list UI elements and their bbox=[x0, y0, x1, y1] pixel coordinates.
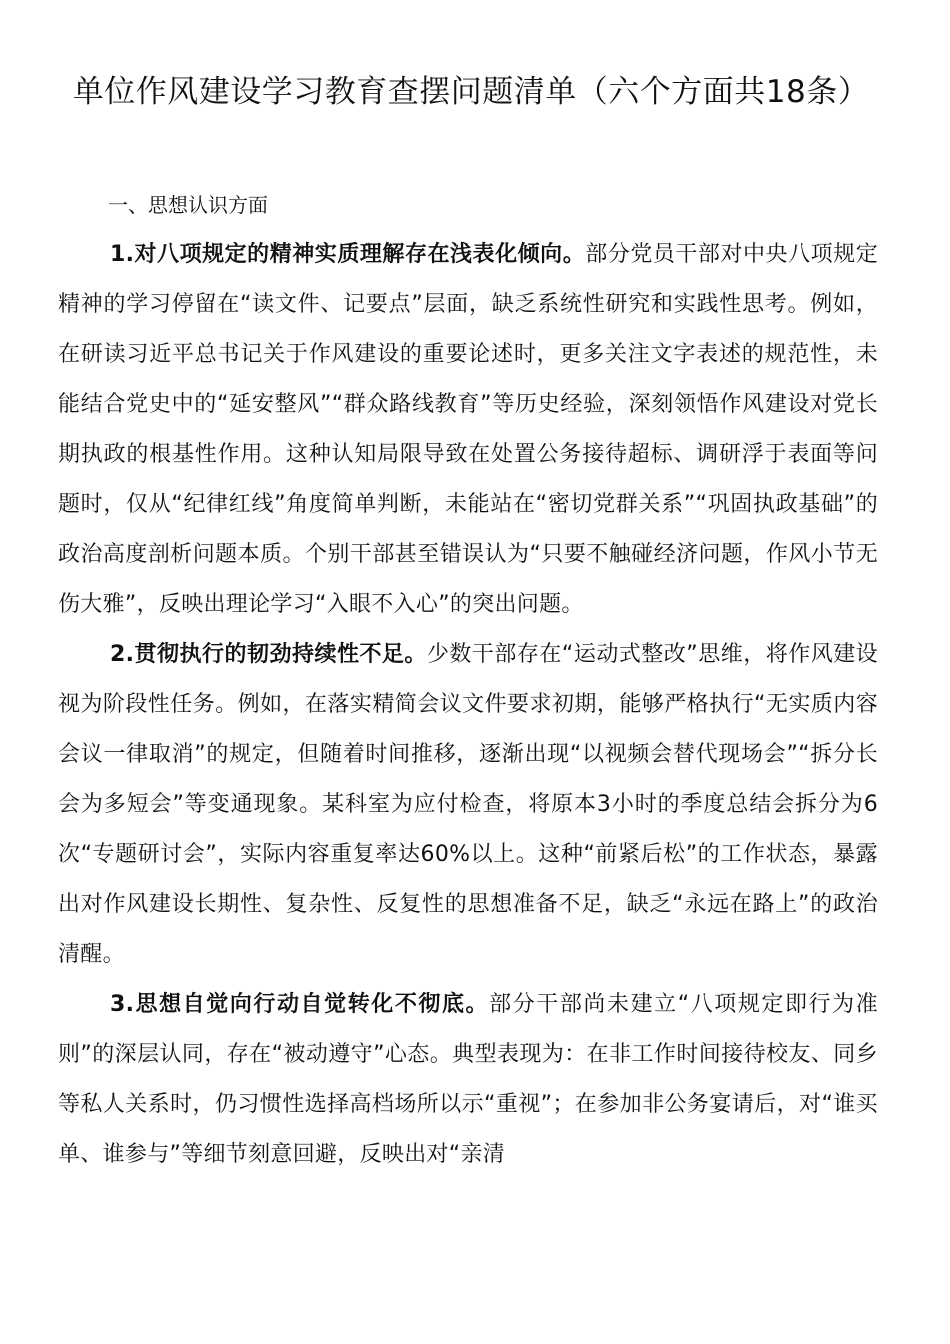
section-heading: 一、思想认识方面 bbox=[108, 193, 268, 217]
paragraph-item-2 bbox=[58, 630, 878, 980]
item-body: 部分党员干部对中央八项规定精神的学习停留在“读文件、记要点”层面，缺乏系统性研究和实践性思考。例如，在研读习近平总书记关于作风建设的重要论述时，更多关注文字表述的规范性，未能结合党史中的“延安整风”“群众路线教育”等历史经验，深刻领悟作风建设对党长期执政的根基性作用。这种认知局限导致在处置公务接待超标、调研浮于表面等问题时，仅从“纪律红线”角度简单判断，未能站在“密切党群关系”“巩固执政基础”的政治高度剖析问题本质。个别干部甚至错误认为“只要不触碰经济问题，作风小节无伤大雅”，反映出理论学习“入眼不入心”的突出问题。 bbox=[58, 242, 878, 617]
document-title: 单位作风建设学习教育查摆问题清单（六个方面共18条） bbox=[72, 74, 870, 110]
item-lead: 1.对八项规定的精神实质理解存在浅表化倾向。 bbox=[110, 242, 586, 267]
item-body: 少数干部存在“运动式整改”思维，将作风建设视为阶段性任务。例如，在落实精简会议文件要求初期，能够严格执行“无实质内容会议一律取消”的规定，但随着时间推移，逐渐出现“以视频会替代现场会”“拆分长会为多短会”等变通现象。某科室为应付检查，将原本3小时的季度总结会拆分为6次“专题研讨会”，实际内容重复率达60%以上。这种“前紧后松”的工作状态，暴露出对作风建设长期性、复杂性、反复性的思想准备不足，缺乏“永远在路上”的政治清醒。 bbox=[58, 642, 878, 967]
item-lead: 2.贯彻执行的韧劲持续性不足。 bbox=[110, 642, 427, 667]
item-body: 部分干部尚未建立“八项规定即行为准则”的深层认同，存在“被动遵守”心态。典型表现为：在非工作时间接待校友、同乡等私人关系时，仍习惯性选择高档场所以示“重视”；在参加非公务宴请后，对“谁买单、谁参与”等细节刻意回避，反映出对“亲清 bbox=[58, 992, 878, 1167]
item-lead: 3.思想自觉向行动自觉转化不彻底。 bbox=[110, 992, 490, 1017]
paragraph-item-3 bbox=[58, 980, 878, 1180]
paragraph-item-1 bbox=[58, 230, 878, 630]
